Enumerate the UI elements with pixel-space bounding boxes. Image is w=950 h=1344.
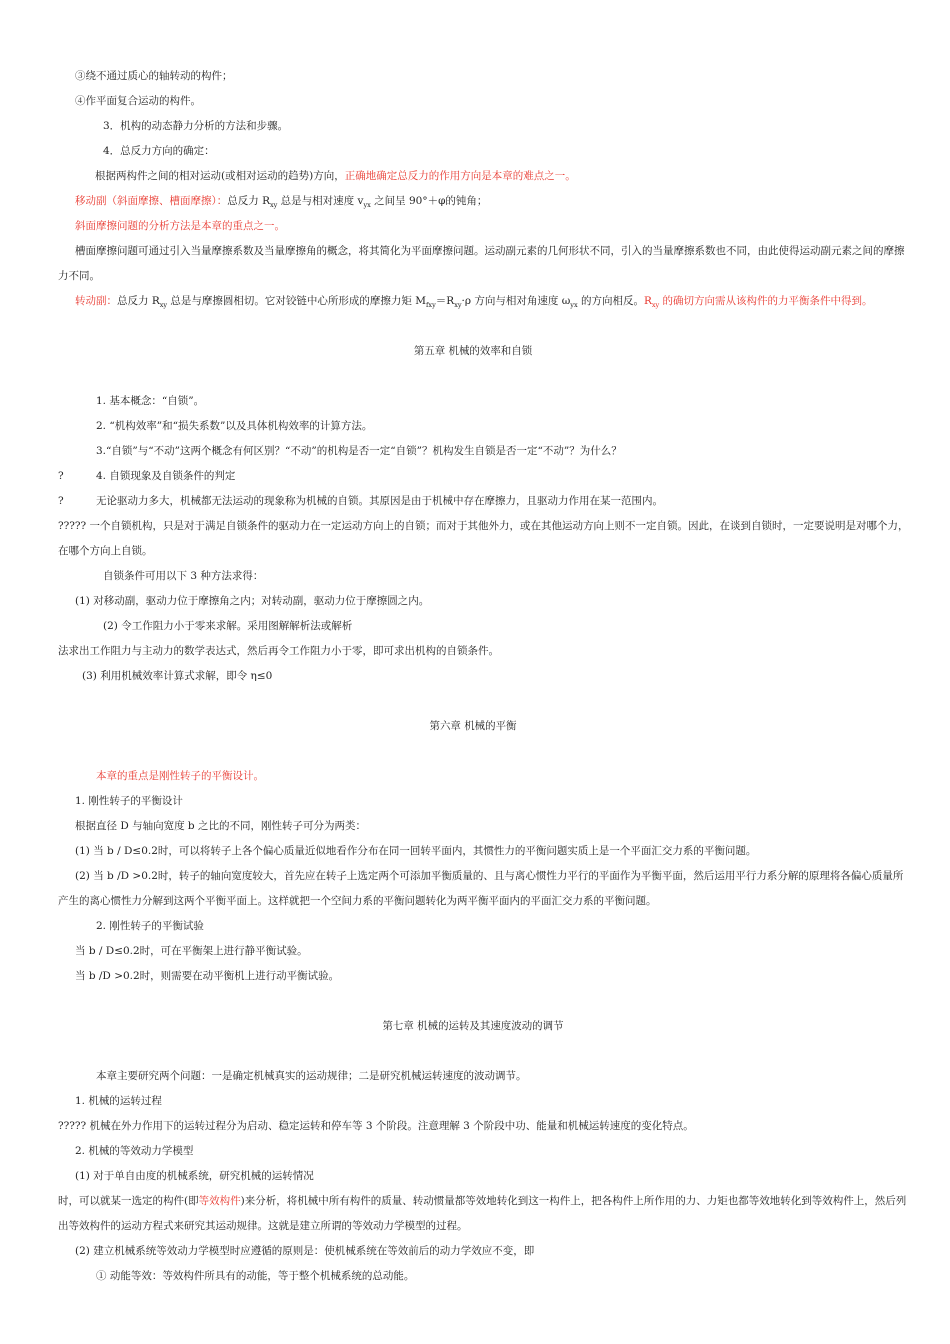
highlight-line: 斜面摩擦问题的分析方法是本章的重点之一。 xyxy=(75,220,285,232)
list-item: 3．机构的动态静力分析的方法和步骤。 xyxy=(103,120,289,132)
paragraph xyxy=(58,1194,906,1208)
text-line: ③绕不通过质心的轴转动的构件； xyxy=(75,70,233,82)
paragraph: ????? 一个自锁机构，只是对于满足自锁条件的驱动力在一定运动方向上的自锁；而对于其他外力，或在其他运动方向上则不一定自锁。因此，在谈到自锁时，一定要说明是对哪个力， xyxy=(58,520,909,532)
list-item: ① 动能等效：等效构件所具有的动能，等于整个机械系统的总动能。 xyxy=(96,1270,415,1282)
highlight-text: 正确地确定总反力的作用方向是本章的难点之一。 xyxy=(344,170,576,182)
text: 之间呈 90°＋φ的钝角； xyxy=(370,195,488,207)
list-item: 2. “机构效率”和“损失系数”以及具体机构效率的计算方法。 xyxy=(96,420,373,432)
paragraph: 槽面摩擦问题可通过引入当量摩擦系数及当量摩擦角的概念，将其简化为平面摩擦问题。运动副元素的几何形状不同，引入的当量摩擦系数也不同，由此使得运动副元素之间的摩擦 xyxy=(75,245,905,257)
section-title: 1. 机械的运转过程 xyxy=(75,1095,162,1107)
paragraph-continuation: 力不同。 xyxy=(58,270,100,282)
paragraph-continuation: 在哪个方向上自锁。 xyxy=(58,545,153,557)
list-item: 1. 基本概念：“自锁”。 xyxy=(96,395,205,407)
chapter-heading: 第五章 机械的效率和自锁 xyxy=(413,345,533,357)
subscript: yx xyxy=(363,201,371,209)
highlight-text: 等效构件 xyxy=(198,1195,241,1207)
text: ＝R xyxy=(435,295,455,307)
section-title: 2. 刚性转子的平衡试验 xyxy=(96,920,204,932)
garbled-char: ? xyxy=(58,495,64,507)
highlight-text: 转动副： xyxy=(75,295,117,307)
text: )来分析，将机械中所有构件的质量、转动惯量都等效地转化到这一构件上，把各构件上所作用的力、力矩也都等效地转化到等效构件上，然后列 xyxy=(240,1195,907,1207)
text: ·ρ 方向与相对角速度 ω xyxy=(461,295,571,307)
text-line: 自锁条件可用以下 3 种方法求得： xyxy=(103,570,264,582)
paragraph: ????? 机械在外力作用下的运转过程分为启动、稳定运转和停车等 3 个阶段。注意理解 3 个阶段中功、能量和机械运转速度的变化特点。 xyxy=(58,1120,694,1132)
text: 总是与摩擦圆相切。它对铰链中心所形成的摩擦力矩 M xyxy=(167,295,427,307)
chapter-heading: 第七章 机械的运转及其速度波动的调节 xyxy=(382,1020,564,1032)
text: 的方向相反。 xyxy=(577,295,644,307)
subscript: xy xyxy=(651,301,660,309)
paragraph-continuation: 法求出工作阻力与主动力的数学表达式，然后再令工作阻力小于零，即可求出机构的自锁条件。 xyxy=(58,645,499,657)
list-item: (2) 令工作阻力小于零来求解。采用图解解析法或解析 xyxy=(103,620,353,632)
text: 总反力 R xyxy=(117,295,160,307)
text-line: ④作平面复合运动的构件。 xyxy=(75,95,201,107)
list-item: (1) 对于单自由度的机械系统，研究机械的运转情况 xyxy=(75,1170,314,1182)
highlight-line: 本章的重点是刚性转子的平衡设计。 xyxy=(96,770,264,782)
subscript: xy xyxy=(454,301,462,309)
highlight-text: 的确切方向需从该构件的力平衡条件中得到。 xyxy=(659,295,873,307)
text: 总是与相对速度 v xyxy=(277,195,364,207)
garbled-char: ? xyxy=(58,470,64,482)
text-line: 当 b /D >0.2时，则需要在动平衡机上进行动平衡试验。 xyxy=(75,970,340,982)
paragraph-continuation: 出等效构件的运动方程式来研究其运动规律。这就是建立所谓的等效动力学模型的过程。 xyxy=(58,1220,468,1232)
list-item: (1) 当 b / D≤0.2时，可以将转子上各个偏心质量近似地看作分布在同一回转平面内，其惯性力的平衡问题实质上是一个平面汇交力系的平衡问题。 xyxy=(75,845,757,857)
list-item: 4. 自锁现象及自锁条件的判定 xyxy=(96,470,236,482)
subscript: xy xyxy=(270,201,278,209)
text: 总反力 R xyxy=(227,195,270,207)
list-item: (2) 当 b /D >0.2时，转子的轴向宽度较大，首先应在转子上选定两个可添加平衡质量的、且与离心惯性力平行的平面作为平衡平面，然后运用平行力系分解的原理将各偏心质量所 xyxy=(75,870,904,882)
section-title: 1. 刚性转子的平衡设计 xyxy=(75,795,183,807)
list-item: 4．总反力方向的确定： xyxy=(103,145,215,157)
paragraph-continuation: 产生的离心惯性力分解到这两个平衡平面上。这样就把一个空间力系的平衡问题转化为两平衡平面内的平面汇交力系的平衡问题。 xyxy=(58,895,657,907)
subscript: fxy xyxy=(426,301,436,309)
text: 时，可以就某一选定的构件(即 xyxy=(58,1195,199,1207)
paragraph: 本章主要研究两个问题：一是确定机械真实的运动规律；二是研究机械运转速度的波动调节。 xyxy=(96,1070,527,1082)
paragraph xyxy=(75,294,873,308)
subscript: xy xyxy=(159,301,168,309)
list-item: (2) 建立机械系统等效动力学模型时应遵循的原则是：使机械系统在等效前后的动力学效应不变，即 xyxy=(75,1245,535,1257)
section-title: 2. 机械的等效动力学模型 xyxy=(75,1145,194,1157)
subscript: yx xyxy=(570,301,578,309)
paragraph xyxy=(75,194,487,208)
chapter-heading: 第六章 机械的平衡 xyxy=(429,720,517,732)
list-item: (3) 利用机械效率计算式求解，即令 η≤0 xyxy=(82,670,273,682)
paragraph xyxy=(95,169,576,183)
text: 根据两构件之间的相对运动(或相对运动的趋势)方向， xyxy=(95,170,345,182)
text-line: 根据直径 D 与轴向宽度 b 之比的不同，刚性转子可分为两类： xyxy=(75,820,366,832)
list-item: (1) 对移动副，驱动力位于摩擦角之内；对转动副，驱动力位于摩擦圆之内。 xyxy=(75,595,430,607)
highlight-text: 移动副（斜面摩擦、槽面摩擦）： xyxy=(75,195,228,207)
paragraph: 无论驱动力多大，机械都无法运动的现象称为机械的自锁。其原因是由于机械中存在摩擦力，且驱动力作用在某一范围内。 xyxy=(96,495,663,507)
text-line: 当 b / D≤0.2时，可在平衡架上进行静平衡试验。 xyxy=(75,945,308,957)
list-item: 3.“自锁”与“不动”这两个概念有何区别？“不动”的机构是否一定“自锁”？机构发生自锁是否一定“不动”？为什么？ xyxy=(96,445,622,457)
highlight-text: R xyxy=(643,295,652,307)
